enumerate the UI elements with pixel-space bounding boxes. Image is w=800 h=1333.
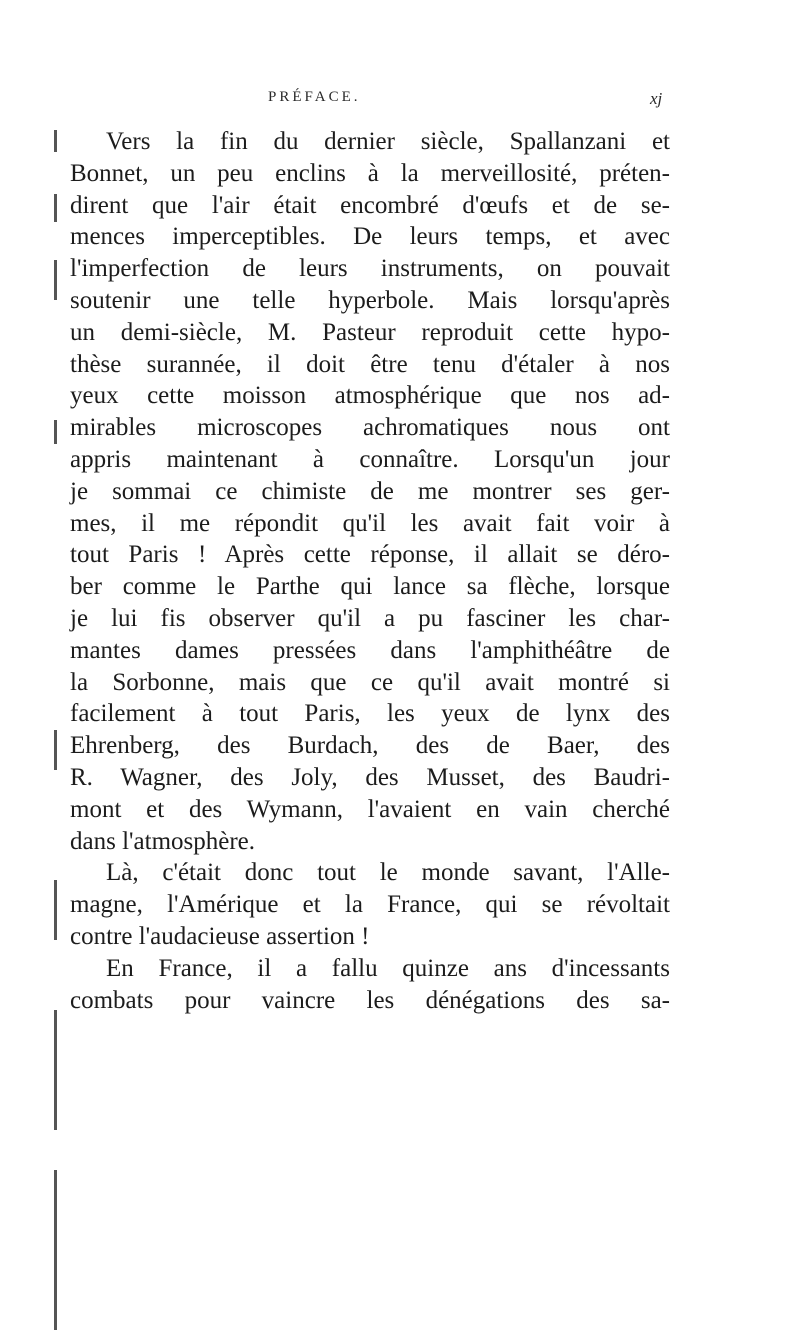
text-line: thèse surannée, il doit être tenu d'étaler à nos bbox=[70, 350, 670, 378]
text-line: mantes dames pressées dans l'amphithéâtre de bbox=[70, 636, 670, 664]
text-line: combats pour vaincre les dénégations des sa- bbox=[70, 986, 670, 1014]
text-line: dirent que l'air était encombré d'œufs et de se- bbox=[70, 191, 670, 219]
text-line: dans l'atmosphère. bbox=[70, 827, 256, 855]
text-line: tout Paris ! Après cette réponse, il allait se déro- bbox=[70, 541, 670, 569]
text-line: je lui fis observer qu'il a pu fasciner les char- bbox=[70, 604, 670, 632]
text-line: je sommai ce chimiste de me montrer ses ger- bbox=[70, 477, 670, 505]
text-line: Vers la fin du dernier siècle, Spallanzani et bbox=[106, 128, 670, 155]
text-line: R. Wagner, des Joly, des Musset, des Baudri- bbox=[70, 763, 670, 791]
text-line: contre l'audacieuse assertion ! bbox=[70, 922, 370, 950]
text-line: Ehrenberg, des Burdach, des de Baer, des bbox=[70, 732, 670, 760]
text-line: Bonnet, un peu enclins à la merveillosité, préten- bbox=[70, 159, 670, 187]
page-number: xj bbox=[650, 89, 663, 108]
text-line: En France, il a fallu quinze ans d'incessants bbox=[106, 954, 670, 982]
text-line: l'imperfection de leurs instruments, on pouvait bbox=[70, 255, 670, 283]
running-title: PRÉFACE. bbox=[268, 89, 361, 105]
text-line: facilement à tout Paris, les yeux de lynx des bbox=[70, 700, 670, 728]
text-line: la Sorbonne, mais que ce qu'il avait montré si bbox=[70, 668, 670, 696]
body-text bbox=[70, 126, 670, 1016]
text-line: yeux cette moisson atmosphérique que nos ad- bbox=[70, 382, 670, 410]
text-line: appris maintenant à connaître. Lorsqu'un jour bbox=[70, 445, 670, 473]
text-line: Là, c'était donc tout le monde savant, l'Alle- bbox=[106, 859, 670, 887]
binding-edge bbox=[54, 130, 58, 1330]
text-line: mirables microscopes achromatiques nous ont bbox=[70, 414, 670, 442]
text-line: mes, il me répondit qu'il les avait fait voir à bbox=[70, 509, 670, 537]
text-line: magne, l'Amérique et la France, qui se révoltait bbox=[70, 891, 670, 919]
text-line: soutenir une telle hyperbole. Mais lorsqu'après bbox=[70, 286, 670, 314]
running-head bbox=[0, 89, 800, 113]
text-line: un demi-siècle, M. Pasteur reproduit cette hypo- bbox=[70, 318, 670, 346]
text-line: mences imperceptibles. De leurs temps, et avec bbox=[70, 223, 670, 251]
text-line: mont et des Wymann, l'avaient en vain cherché bbox=[70, 795, 670, 823]
text-line: ber comme le Parthe qui lance sa flèche, lorsque bbox=[70, 573, 670, 601]
